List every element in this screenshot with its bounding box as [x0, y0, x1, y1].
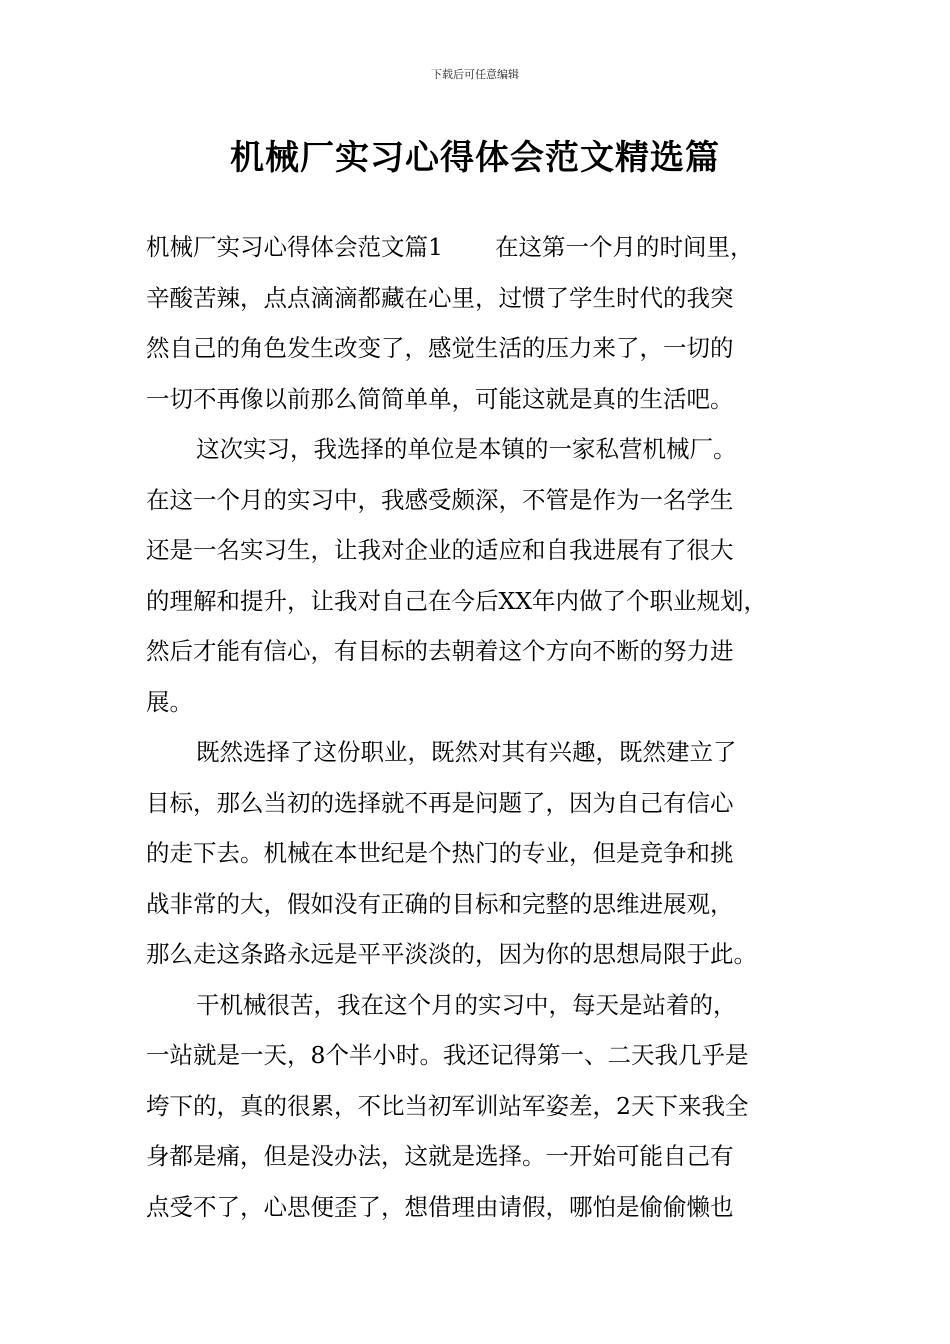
text-run: 在这第一个月的时间里，	[494, 233, 754, 261]
text-line: 身都是痛，但是没办法，这就是选择。一开始可能自己有	[146, 1142, 734, 1170]
section-heading: 机械厂实习心得体会范文篇1	[146, 233, 443, 261]
text-line: 垮下的，真的很累，不比当初军训站军姿差，2天下来我全	[146, 1091, 749, 1120]
text-line: 辛酸苦辣，点点滴滴都藏在心里，过惯了学生时代的我突	[146, 283, 734, 312]
text-line: 然后才能有信心，有目标的去朝着这个方向不断的努力进	[146, 637, 734, 665]
text-line: 一站就是一天，8个半小时。我还记得第一、二天我几乎是	[146, 1041, 749, 1069]
text-line: 一切不再像以前那么简简单单，可能这就是真的生活吧。	[146, 384, 734, 413]
text-line: 展。	[146, 687, 193, 716]
paragraph-4	[146, 980, 806, 1233]
document-title: 机械厂实习心得体会范文精选篇	[230, 138, 720, 178]
paragraph-2	[146, 424, 806, 727]
paragraph-3	[146, 727, 806, 980]
text-line: 在这一个月的实习中，我感受颇深，不管是作为一名学生	[146, 485, 734, 514]
paragraph-1	[146, 222, 806, 424]
text-line: 战非常的大，假如没有正确的目标和完整的思维进展观，	[146, 889, 734, 918]
text-line: 还是一名实习生，让我对企业的适应和自我进展有了很大	[146, 536, 734, 564]
text-line: 那么走这条路永远是平平淡淡的，因为你的思想局限于此。	[146, 940, 757, 968]
text-line: 目标，那么当初的选择就不再是问题了，因为自己有信心	[146, 788, 734, 817]
text-line	[146, 222, 806, 273]
text-line: 的走下去。机械在本世纪是个热门的专业，但是竞争和挑	[146, 839, 734, 867]
text-line: 然自己的角色发生改变了，感觉生活的压力来了，一切的	[146, 334, 734, 362]
header-note: 下载后可任意编辑	[431, 68, 519, 81]
document-body	[146, 222, 806, 1232]
text-line: 干机械很苦，我在这个月的实习中，每天是站着的，	[196, 990, 737, 1019]
text-line: 点受不了，心思便歪了，想借理由请假，哪怕是偷偷懒也	[146, 1192, 734, 1221]
text-line: 的理解和提升，让我对自己在今后XX年内做了个职业规划，	[146, 586, 767, 615]
text-line: 既然选择了这份职业，既然对其有兴趣，既然建立了	[196, 738, 737, 766]
text-line: 这次实习，我选择的单位是本镇的一家私营机械厂。	[196, 435, 737, 463]
